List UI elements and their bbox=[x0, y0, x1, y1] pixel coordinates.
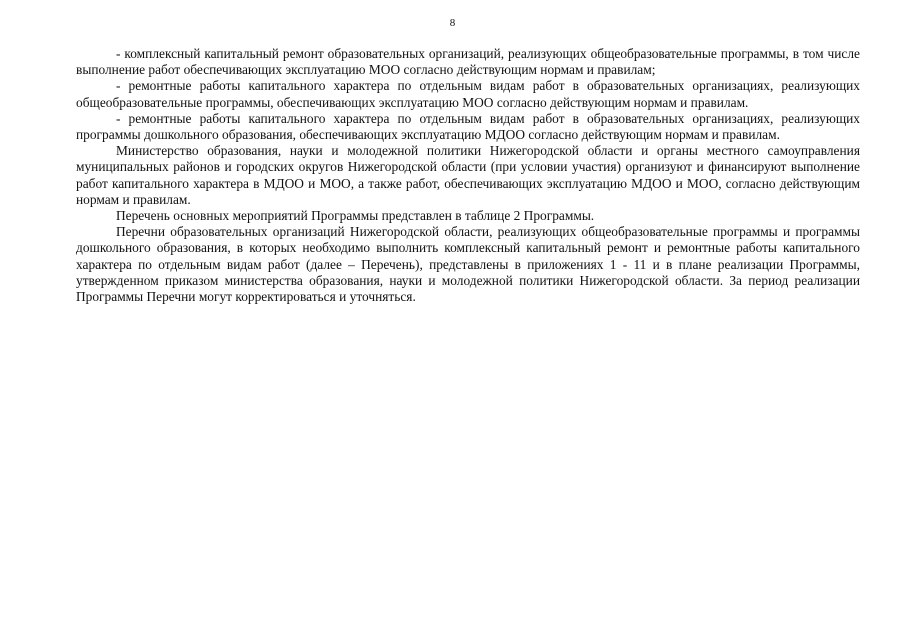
document-body bbox=[76, 46, 860, 305]
paragraph-repair-general-education: - ремонтные работы капитального характера по отдельным видам работ в образовательных организациях, реализующих общеобразовательные программы, обеспечивающих эксплуатацию МОО согласно действующим нормам и правилам. bbox=[76, 78, 860, 110]
paragraph-measures-list: Перечень основных мероприятий Программы представлен в таблице 2 Программы. bbox=[116, 208, 595, 224]
paragraph-organization-lists: Перечни образовательных организаций Нижегородской области, реализующих общеобразовательные программы и программы дошкольного образования, в которых необходимо выполнить комплексный капитальный ремонт и ремонтные работы капитального характера по отдельным видам работ (далее – Перечень), представлены в приложениях 1 - 11 и в плане реализации Программы, утвержденном приказом министерства образования, науки и молодежной политики Нижегородской области. За период реализации Программы Перечни могут корректироваться и уточняться. bbox=[76, 224, 860, 305]
paragraph-capital-repair-general: - комплексный капитальный ремонт образовательных организаций, реализующих общеобразовательные программы, в том числе выполнение работ обеспечивающих эксплуатацию МОО согласно действующим нормам и правилам; bbox=[76, 46, 860, 78]
page-number: 8 bbox=[449, 17, 456, 29]
paragraph-repair-preschool: - ремонтные работы капитального характера по отдельным видам работ в образовательных организациях, реализующих программы дошкольного образования, обеспечивающих эксплуатацию МДОО согласно действующим нормам и правилам. bbox=[76, 110, 860, 143]
paragraph-ministry-funding: Министерство образования, науки и молодежной политики Нижегородской области и органы местного самоуправления муниципальных районов и городских округов Нижегородской области (при условии участия) организуют и финансируют выполнение работ капитального характера в МДОО и МОО, а также работ, обеспечивающих эксплуатацию МДОО и МОО, согласно действующим нормам и правилам. bbox=[76, 143, 860, 207]
